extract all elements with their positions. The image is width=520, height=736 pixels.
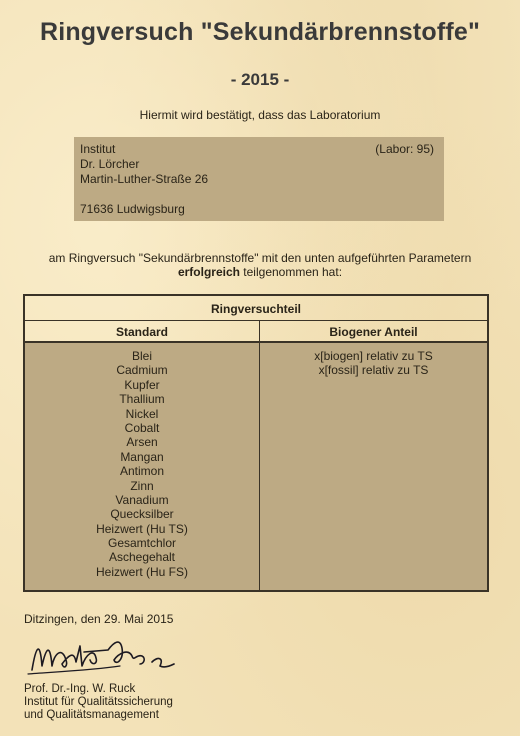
laboratory-address-box: [74, 137, 444, 221]
results-table: [23, 294, 489, 592]
lab-contact: Dr. Lörcher: [80, 157, 140, 171]
certificate-year: - 2015 -: [230, 70, 290, 89]
lab-street: Martin-Luther-Straße 26: [80, 172, 209, 186]
standard-column: [25, 349, 259, 579]
list-item: Zinn: [130, 478, 154, 493]
signer-block: [24, 683, 173, 722]
participation-statement: [0, 251, 520, 279]
confirmation-text: Hiermit wird bestätigt, dass das Laboratorium: [139, 108, 381, 122]
certificate-title: Ringversuch "Sekundärbrennstoffe": [39, 18, 481, 46]
list-item: Cobalt: [124, 420, 160, 435]
signer-institute-line2: und Qualitätsmanagement: [24, 709, 159, 721]
list-item: Kupfer: [124, 377, 160, 392]
list-item: Mangan: [120, 449, 164, 464]
table-body: [25, 343, 487, 590]
handwritten-signature: [24, 626, 194, 682]
list-item: x[fossil] relativ zu TS: [318, 363, 429, 378]
list-item: Heizwert (Hu FS): [95, 564, 188, 579]
list-item: Blei: [131, 349, 152, 363]
column-divider: [259, 321, 260, 590]
lab-number: (Labor: 95): [375, 142, 434, 156]
list-item: Gesamtchlor: [107, 536, 177, 551]
list-item: Cadmium: [116, 363, 168, 378]
list-item: Quecksilber: [110, 507, 174, 522]
list-item: Antimon: [119, 464, 165, 479]
participation-rest: teilgenommen hat:: [239, 265, 343, 279]
participation-emphasis: erfolgreich: [177, 265, 240, 279]
signer-name: Prof. Dr.-Ing. W. Ruck: [24, 683, 136, 695]
column-header-standard: Standard: [115, 325, 168, 339]
place-and-date: Ditzingen, den 29. Mai 2015: [24, 612, 174, 626]
participation-line2: [0, 265, 520, 279]
lab-name: Institut: [80, 142, 116, 156]
list-item: Thallium: [119, 392, 165, 407]
participation-line1: am Ringversuch "Sekundärbrennstoffe" mit den unten aufgeführten Parametern: [48, 251, 472, 265]
list-item: Nickel: [125, 406, 159, 421]
list-item: Arsen: [126, 435, 158, 450]
lab-city: 71636 Ludwigsburg: [80, 202, 185, 216]
list-item: Aschegehalt: [108, 550, 176, 565]
column-header-biogen: Biogener Anteil: [329, 325, 418, 339]
biogen-column: [260, 349, 487, 378]
list-item: Vanadium: [115, 492, 169, 507]
table-column-headers: [25, 321, 487, 343]
list-item: x[biogen] relativ zu TS: [314, 349, 433, 363]
list-item: Heizwert (Hu TS): [96, 521, 188, 536]
table-header: Ringversuchteil: [25, 296, 487, 321]
signer-institute-line1: Institut für Qualitätssicherung: [24, 696, 173, 708]
